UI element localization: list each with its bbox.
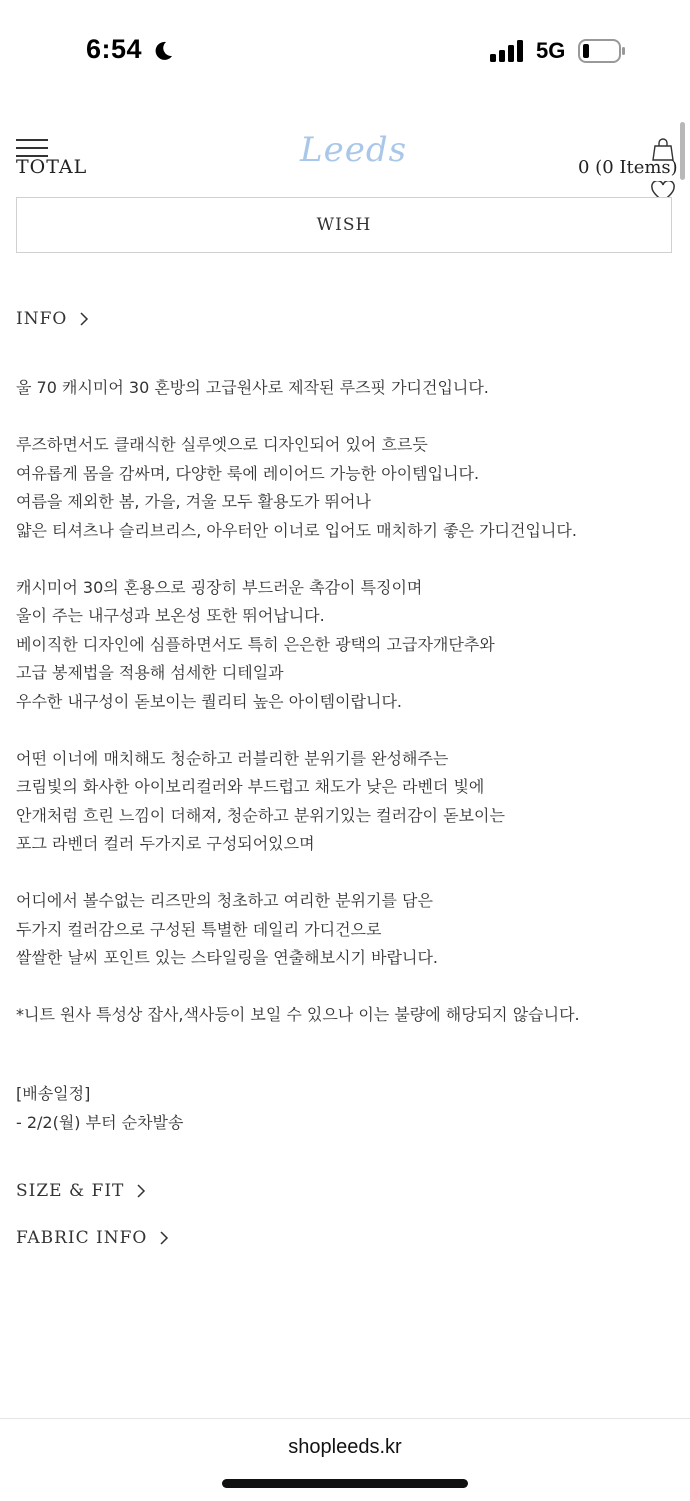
description-paragraph bbox=[16, 374, 676, 403]
description-paragraph bbox=[16, 574, 676, 717]
description-line: 얇은 티셔츠나 슬리브리스, 아우터안 이너로 입어도 매치하기 좋은 가디건입니다. bbox=[16, 520, 577, 540]
shipping-line: - 2/2(월) 부터 순차발송 bbox=[16, 1113, 184, 1132]
description-line: *니트 원사 특성상 잡사,색사등이 보일 수 있으나 이는 불량에 해당되지 않습니다. bbox=[16, 1005, 580, 1024]
shipping-info bbox=[16, 1079, 183, 1137]
size-fit-label: SIZE & FIT bbox=[16, 1181, 125, 1201]
shipping-title: [배송일정] bbox=[16, 1084, 91, 1103]
status-time: 6:54 bbox=[86, 34, 143, 64]
info-link[interactable] bbox=[16, 309, 89, 329]
description-line: 캐시미어 30의 혼용으로 굉장히 부드러운 촉감이 특징이며 bbox=[16, 577, 423, 597]
description-line: 여름을 제외한 봄, 가을, 겨울 모두 활용도가 뛰어나 bbox=[16, 492, 371, 511]
description-line: 루즈하면서도 클래식한 실루엣으로 디자인되어 있어 흐르듯 bbox=[16, 435, 428, 454]
product-description bbox=[16, 374, 676, 1058]
fabric-info-label: FABRIC INFO bbox=[16, 1228, 148, 1248]
size-fit-link[interactable] bbox=[16, 1181, 146, 1201]
scrollbar[interactable] bbox=[680, 122, 685, 180]
description-line: 두가지 컬러감으로 구성된 특별한 데일리 가디건으로 bbox=[16, 919, 382, 939]
home-indicator[interactable] bbox=[222, 1479, 468, 1488]
description-paragraph bbox=[16, 745, 676, 859]
cart-count[interactable]: 0 (0 Items) bbox=[578, 157, 678, 178]
description-line: 어떤 이너에 매치해도 청순하고 러블리한 분위기를 완성해주는 bbox=[16, 748, 449, 768]
site-logo[interactable]: Leeds bbox=[300, 130, 408, 170]
description-line: 우수한 내구성이 돋보이는 퀄리티 높은 아이템이랍니다. bbox=[16, 691, 403, 711]
url-bar[interactable]: shopleeds.kr bbox=[288, 1436, 402, 1458]
total-label[interactable]: TOTAL bbox=[16, 156, 88, 178]
chevron-right-icon bbox=[136, 1183, 146, 1199]
chevron-right-icon bbox=[159, 1230, 169, 1246]
browser-bottom-bar bbox=[0, 1418, 690, 1501]
description-paragraph bbox=[16, 431, 676, 545]
description-line: 여유롭게 몸을 감싸며, 다양한 룩에 레이어드 가능한 아이템입니다. bbox=[16, 463, 480, 483]
description-line: 포그 라벤더 컬러 두가지로 구성되어있으며 bbox=[16, 834, 315, 853]
moon-icon bbox=[152, 40, 174, 62]
description-line: 고급 봉제법을 적용해 섬세한 디테일과 bbox=[16, 663, 284, 682]
info-link-label: INFO bbox=[16, 309, 68, 329]
status-bar bbox=[0, 0, 690, 100]
network-label: 5G bbox=[536, 38, 566, 63]
description-line: 울 70 캐시미어 30 혼방의 고급원사로 제작된 루즈핏 가디건입니다. bbox=[16, 378, 489, 397]
description-line: 베이직한 디자인에 심플하면서도 특히 은은한 광택의 고급자개단추와 bbox=[16, 634, 495, 654]
battery-icon bbox=[578, 38, 626, 64]
wish-button[interactable]: WISH bbox=[16, 197, 672, 253]
description-line: 어디에서 볼수없는 리즈만의 청초하고 여리한 분위기를 담은 bbox=[16, 891, 433, 910]
fabric-info-link[interactable] bbox=[16, 1228, 169, 1248]
signal-icon bbox=[490, 40, 526, 62]
description-paragraph bbox=[16, 1001, 676, 1030]
description-line: 안개처럼 흐린 느낌이 더해져, 청순하고 분위기있는 컬러감이 돋보이는 bbox=[16, 805, 505, 825]
chevron-right-icon bbox=[79, 311, 89, 327]
description-line: 쌀쌀한 날씨 포인트 있는 스타일링을 연출해보시기 바랍니다. bbox=[16, 948, 439, 967]
description-paragraph bbox=[16, 887, 676, 973]
description-line: 울이 주는 내구성과 보온성 또한 뛰어납니다. bbox=[16, 606, 325, 625]
description-line: 크림빛의 화사한 아이보리컬러와 부드럽고 채도가 낮은 라벤더 빛에 bbox=[16, 777, 485, 796]
